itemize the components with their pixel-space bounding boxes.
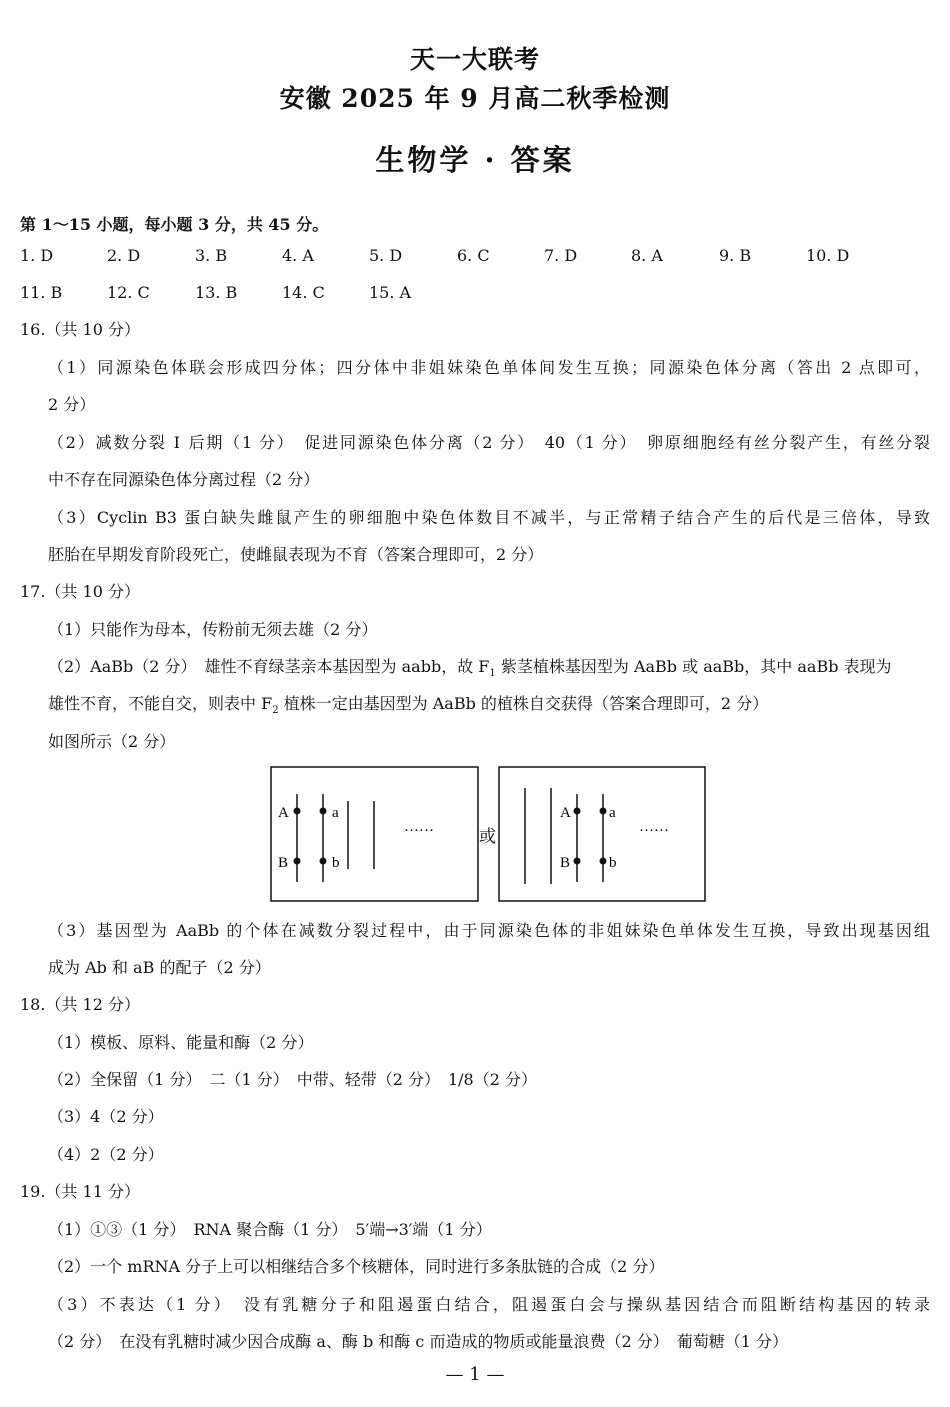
q19-answer-2: （2）一个 mRNA 分子上可以相继结合多个核糖体，同时进行多条肽链的合成（2 分） bbox=[48, 1257, 665, 1276]
q19-answer-3: （3）不表达（1 分） 没有乳糖分子和阻遏蛋白结合，阻遏蛋白会与操纵基因结合而阻断结构基因的转录 bbox=[48, 1295, 930, 1314]
mc-answer: 15. A bbox=[369, 283, 412, 302]
mc-answer: 8. A bbox=[631, 246, 663, 265]
gene-locus-dot bbox=[600, 858, 607, 865]
q16-answer-1-cont: 2 分） bbox=[48, 395, 96, 414]
q18-heading: 18.（共 12 分） bbox=[20, 995, 140, 1014]
ellipsis: …… bbox=[639, 819, 669, 835]
q16-answer-3: （3）Cyclin B3 蛋白缺失雌鼠产生的卵细胞中染色体数目不减半，与正常精子结合产生的后代是三倍体，导致 bbox=[48, 508, 930, 527]
chromosome-diagram bbox=[270, 766, 710, 904]
ellipsis: …… bbox=[404, 819, 434, 835]
f2-subscript: 2 bbox=[272, 705, 279, 717]
mc-answer: 10. D bbox=[806, 246, 850, 265]
q18-answer-3: （3）4（2 分） bbox=[48, 1107, 164, 1126]
q17-answer-2 bbox=[48, 656, 892, 685]
q17-text: 雄性不育，不能自交，则表中 F bbox=[48, 694, 273, 713]
q17-answer-2-cont bbox=[48, 693, 768, 722]
page-number: — 1 — bbox=[445, 1364, 505, 1385]
exam-org-title: 天一大联考 bbox=[409, 45, 540, 74]
or-label: 或 bbox=[479, 827, 496, 847]
gene-label-b: b bbox=[332, 855, 340, 871]
q17-answer-3: （3）基因型为 AaBb 的个体在减数分裂过程中，由于同源染色体的非姐妹染色单体发生互换，导致出现基因组 bbox=[48, 921, 930, 940]
q18-answer-4: （4）2（2 分） bbox=[48, 1145, 164, 1164]
q16-answer-1: （1）同源染色体联会形成四分体；四分体中非姐妹染色单体间发生互换；同源染色体分离（答出 2 点即可， bbox=[48, 358, 930, 377]
gene-label-a: a bbox=[609, 805, 616, 821]
gene-locus-dot bbox=[294, 858, 301, 865]
mc-answer: 13. B bbox=[195, 283, 238, 302]
q16-answer-2: （2）减数分裂 Ⅰ 后期（1 分） 促进同源染色体分离（2 分） 40（1 分） 卵原细胞经有丝分裂产生，有丝分裂 bbox=[48, 433, 930, 452]
mc-answer: 1. D bbox=[20, 246, 54, 265]
q18-answer-1: （1）模板、原料、能量和酶（2 分） bbox=[48, 1033, 314, 1052]
gene-locus-dot bbox=[574, 808, 581, 815]
q17-heading: 17.（共 10 分） bbox=[20, 582, 140, 601]
gene-locus-dot bbox=[574, 858, 581, 865]
q17-text: 紫茎植株基因型为 AaBb 或 aaBb，其中 aaBb 表现为 bbox=[495, 657, 892, 676]
exam-title: 安徽 2025 年 9 月高二秋季检测 bbox=[279, 84, 671, 113]
gene-label-a: a bbox=[332, 805, 339, 821]
f1-subscript: 1 bbox=[489, 668, 496, 680]
q16-answer-3-cont: 胚胎在早期发育阶段死亡，使雌鼠表现为不育（答案合理即可，2 分） bbox=[48, 545, 544, 564]
q18-answer-2: （2）全保留（1 分） 二（1 分） 中带、轻带（2 分） 1/8（2 分） bbox=[48, 1070, 537, 1089]
q17-answer-1: （1）只能作为母本，传粉前无须去雄（2 分） bbox=[48, 620, 378, 639]
gene-label-B: B bbox=[278, 855, 289, 871]
gene-label-A: A bbox=[560, 805, 571, 821]
mc-intro: 第 1～15 小题，每小题 3 分，共 45 分。 bbox=[20, 215, 329, 234]
subject-title: 生物学 · 答案 bbox=[375, 143, 575, 177]
q19-heading: 19.（共 11 分） bbox=[20, 1182, 140, 1201]
gene-locus-dot bbox=[600, 808, 607, 815]
mc-answer: 3. B bbox=[195, 246, 228, 265]
mc-answer: 2. D bbox=[107, 246, 141, 265]
mc-answer: 9. B bbox=[719, 246, 752, 265]
gene-locus-dot bbox=[320, 808, 327, 815]
q17-answer-3-cont: 成为 Ab 和 aB 的配子（2 分） bbox=[48, 958, 271, 977]
mc-answer: 5. D bbox=[369, 246, 403, 265]
q19-answer-3-cont: （2 分） 在没有乳糖时减少因合成酶 a、酶 b 和酶 c 而造成的物质或能量浪费（2 分） 葡萄糖（1 分） bbox=[48, 1332, 788, 1351]
q17-text: （2）AaBb（2 分） 雄性不育绿茎亲本基因型为 aabb，故 F bbox=[48, 657, 490, 676]
mc-answer: 4. A bbox=[282, 246, 314, 265]
diagram-box-right bbox=[499, 767, 705, 901]
mc-answer: 12. C bbox=[107, 283, 150, 302]
q19-answer-1: （1）①③（1 分） RNA 聚合酶（1 分） 5′端→3′端（1 分） bbox=[48, 1220, 492, 1239]
mc-answer: 7. D bbox=[544, 246, 578, 265]
q16-answer-2-cont: 中不存在同源染色体分离过程（2 分） bbox=[48, 470, 320, 489]
gene-label-A: A bbox=[278, 805, 289, 821]
gene-locus-dot bbox=[294, 808, 301, 815]
gene-label-B: B bbox=[560, 855, 571, 871]
gene-locus-dot bbox=[320, 858, 327, 865]
q16-heading: 16.（共 10 分） bbox=[20, 320, 140, 339]
mc-answer: 6. C bbox=[457, 246, 490, 265]
mc-answer: 11. B bbox=[20, 283, 63, 302]
mc-answer: 14. C bbox=[282, 283, 325, 302]
gene-label-b: b bbox=[609, 855, 617, 871]
q17-text: 植株一定由基因型为 AaBb 的植株自交获得（答案合理即可，2 分） bbox=[278, 694, 769, 713]
q17-figure-note: 如图所示（2 分） bbox=[48, 732, 176, 751]
